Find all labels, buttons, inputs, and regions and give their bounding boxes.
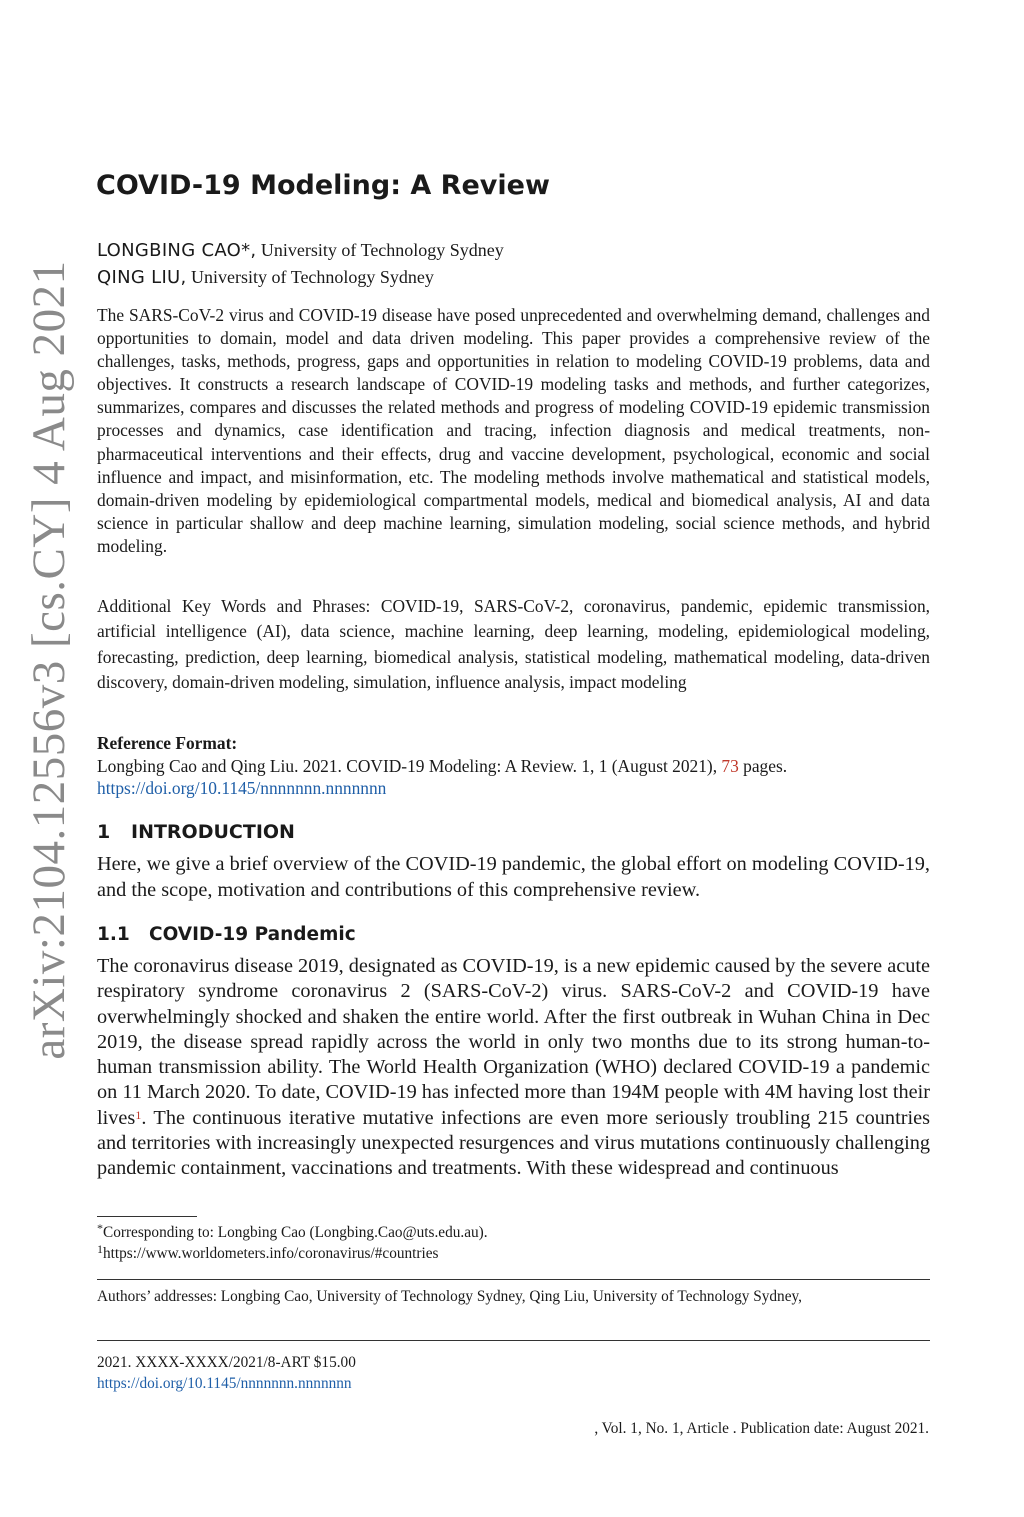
- subsection-number: 1.1: [97, 924, 130, 945]
- footnote-marker: 1: [97, 1242, 103, 1256]
- author-line-1: [97, 240, 504, 261]
- copyright-block: [97, 1352, 356, 1394]
- pandemic-paragraph: [97, 954, 930, 1182]
- footnote-text: Corresponding to: Longbing Cao (Longbing.Cao@uts.edu.au).: [103, 1224, 488, 1241]
- reference-citation: Longbing Cao and Qing Liu. 2021. COVID-19 Modeling: A Review. 1, 1 (August 2021),: [97, 755, 722, 776]
- reference-doi-link[interactable]: https://doi.org/10.1145/nnnnnnn.nnnnnnn: [97, 778, 387, 798]
- copyright-doi-link[interactable]: https://doi.org/10.1145/nnnnnnn.nnnnnnn: [97, 1375, 352, 1392]
- introduction-paragraph: Here, we give a brief overview of the COVID-19 pandemic, the global effort on modeling COVID-19, and the scope, motivation and contributions of this comprehensive review.: [97, 853, 930, 901]
- reference-format: [97, 732, 932, 800]
- pandemic-text-continued: . The continuous iterative mutative infections are even more seriously troubling 215 countries and territories with increasingly unexpected resurgences and virus mutations continuously challenging pandemic containment, vaccinations and treatments. With these widespread and continuous: [97, 1106, 930, 1180]
- author-name: LONGBING CAO*,: [97, 240, 257, 261]
- addresses-top-rule: [97, 1279, 930, 1280]
- addresses-bottom-rule: [97, 1340, 930, 1341]
- page-count-link[interactable]: 73: [721, 755, 739, 776]
- author-name: QING LIU,: [97, 267, 187, 288]
- authors-addresses: Authors’ addresses: Longbing Cao, University of Technology Sydney, Qing Liu, University of Technology Sydney,: [97, 1288, 802, 1305]
- pandemic-text: The coronavirus disease 2019, designated as COVID-19, is a new epidemic caused by the severe acute respiratory syndrome coronavirus 2 (SARS-CoV-2) virus. SARS-CoV-2 and COVID-19 have overwhelmingly shocked and shaken the entire world. After the first outbreak in Wuhan China in Dec 2019, the disease spread rapidly across the world in only two months due to its strong human-to-human transmission ability. The World Health Organization (WHO) declared COVID-19 a pandemic on 11 March 2020. To date, COVID-19 has infected more than 194M people with 4M having lost their lives: [97, 955, 930, 1129]
- page-footer: , Vol. 1, No. 1, Article . Publication date: August 2021.: [594, 1420, 929, 1437]
- reference-format-label: Reference Format:: [97, 733, 238, 753]
- reference-pages-suffix: pages.: [738, 755, 788, 776]
- arxiv-identifier-stamp: arXiv:2104.12556v3 [cs.CY] 4 Aug 2021: [23, 260, 75, 1060]
- footnote-divider: [97, 1216, 197, 1217]
- copyright-line: 2021. XXXX-XXXX/2021/8-ART $15.00: [97, 1354, 356, 1371]
- subsection-heading-covid-pandemic: [97, 924, 356, 945]
- footnote-text: https://www.worldometers.info/coronavirus/#countries: [103, 1245, 439, 1262]
- footnote-1-marker-link[interactable]: 1: [135, 1107, 142, 1122]
- footnote-1: [97, 1242, 439, 1263]
- footnote-marker: *: [97, 1221, 103, 1235]
- footnote-corresponding: [97, 1221, 488, 1242]
- author-affiliation: University of Technology Sydney: [260, 240, 504, 260]
- subsection-title: COVID-19 Pandemic: [149, 924, 356, 945]
- author-line-2: [97, 267, 434, 288]
- abstract: The SARS-CoV-2 virus and COVID-19 disease have posed unprecedented and overwhelming demand, challenges and opportunities to domain, model and data driven modeling. This paper provides a comprehensive review of the challenges, tasks, methods, progress, gaps and opportunities in relation to modeling COVID-19 problems, data and objectives. It constructs a research landscape of COVID-19 modeling tasks and methods, and further categorizes, summarizes, compares and discusses the related methods and progress of modeling COVID-19 epidemic transmission processes and dynamics, case identification and tracing, infection diagnosis and medical treatments, non-pharmaceutical interventions and their effects, drug and vaccine development, psychological, economic and social influence and impact, and misinformation, etc. The modeling methods involve mathematical and statistical models, domain-driven modeling by epidemiological compartmental models, medical and biomedical analysis, AI and data science in particular shallow and deep machine learning, simulation modeling, social science methods, and hybrid modeling.: [97, 305, 930, 556]
- paper-title: COVID-19 Modeling: A Review: [96, 170, 550, 201]
- author-affiliation: University of Technology Sydney: [191, 267, 434, 287]
- section-heading-introduction: [97, 821, 295, 843]
- section-number: 1: [97, 821, 111, 843]
- keywords: Additional Key Words and Phrases: COVID-19, SARS-CoV-2, coronavirus, pandemic, epidemic transmission, artificial intelligence (AI), data science, machine learning, deep learning, modeling, epidemiological modeling, forecasting, prediction, deep learning, biomedical analysis, statistical modeling, mathematical modeling, data-driven discovery, domain-driven modeling, simulation, influence analysis, impact modeling: [97, 596, 930, 692]
- section-title: INTRODUCTION: [131, 821, 295, 843]
